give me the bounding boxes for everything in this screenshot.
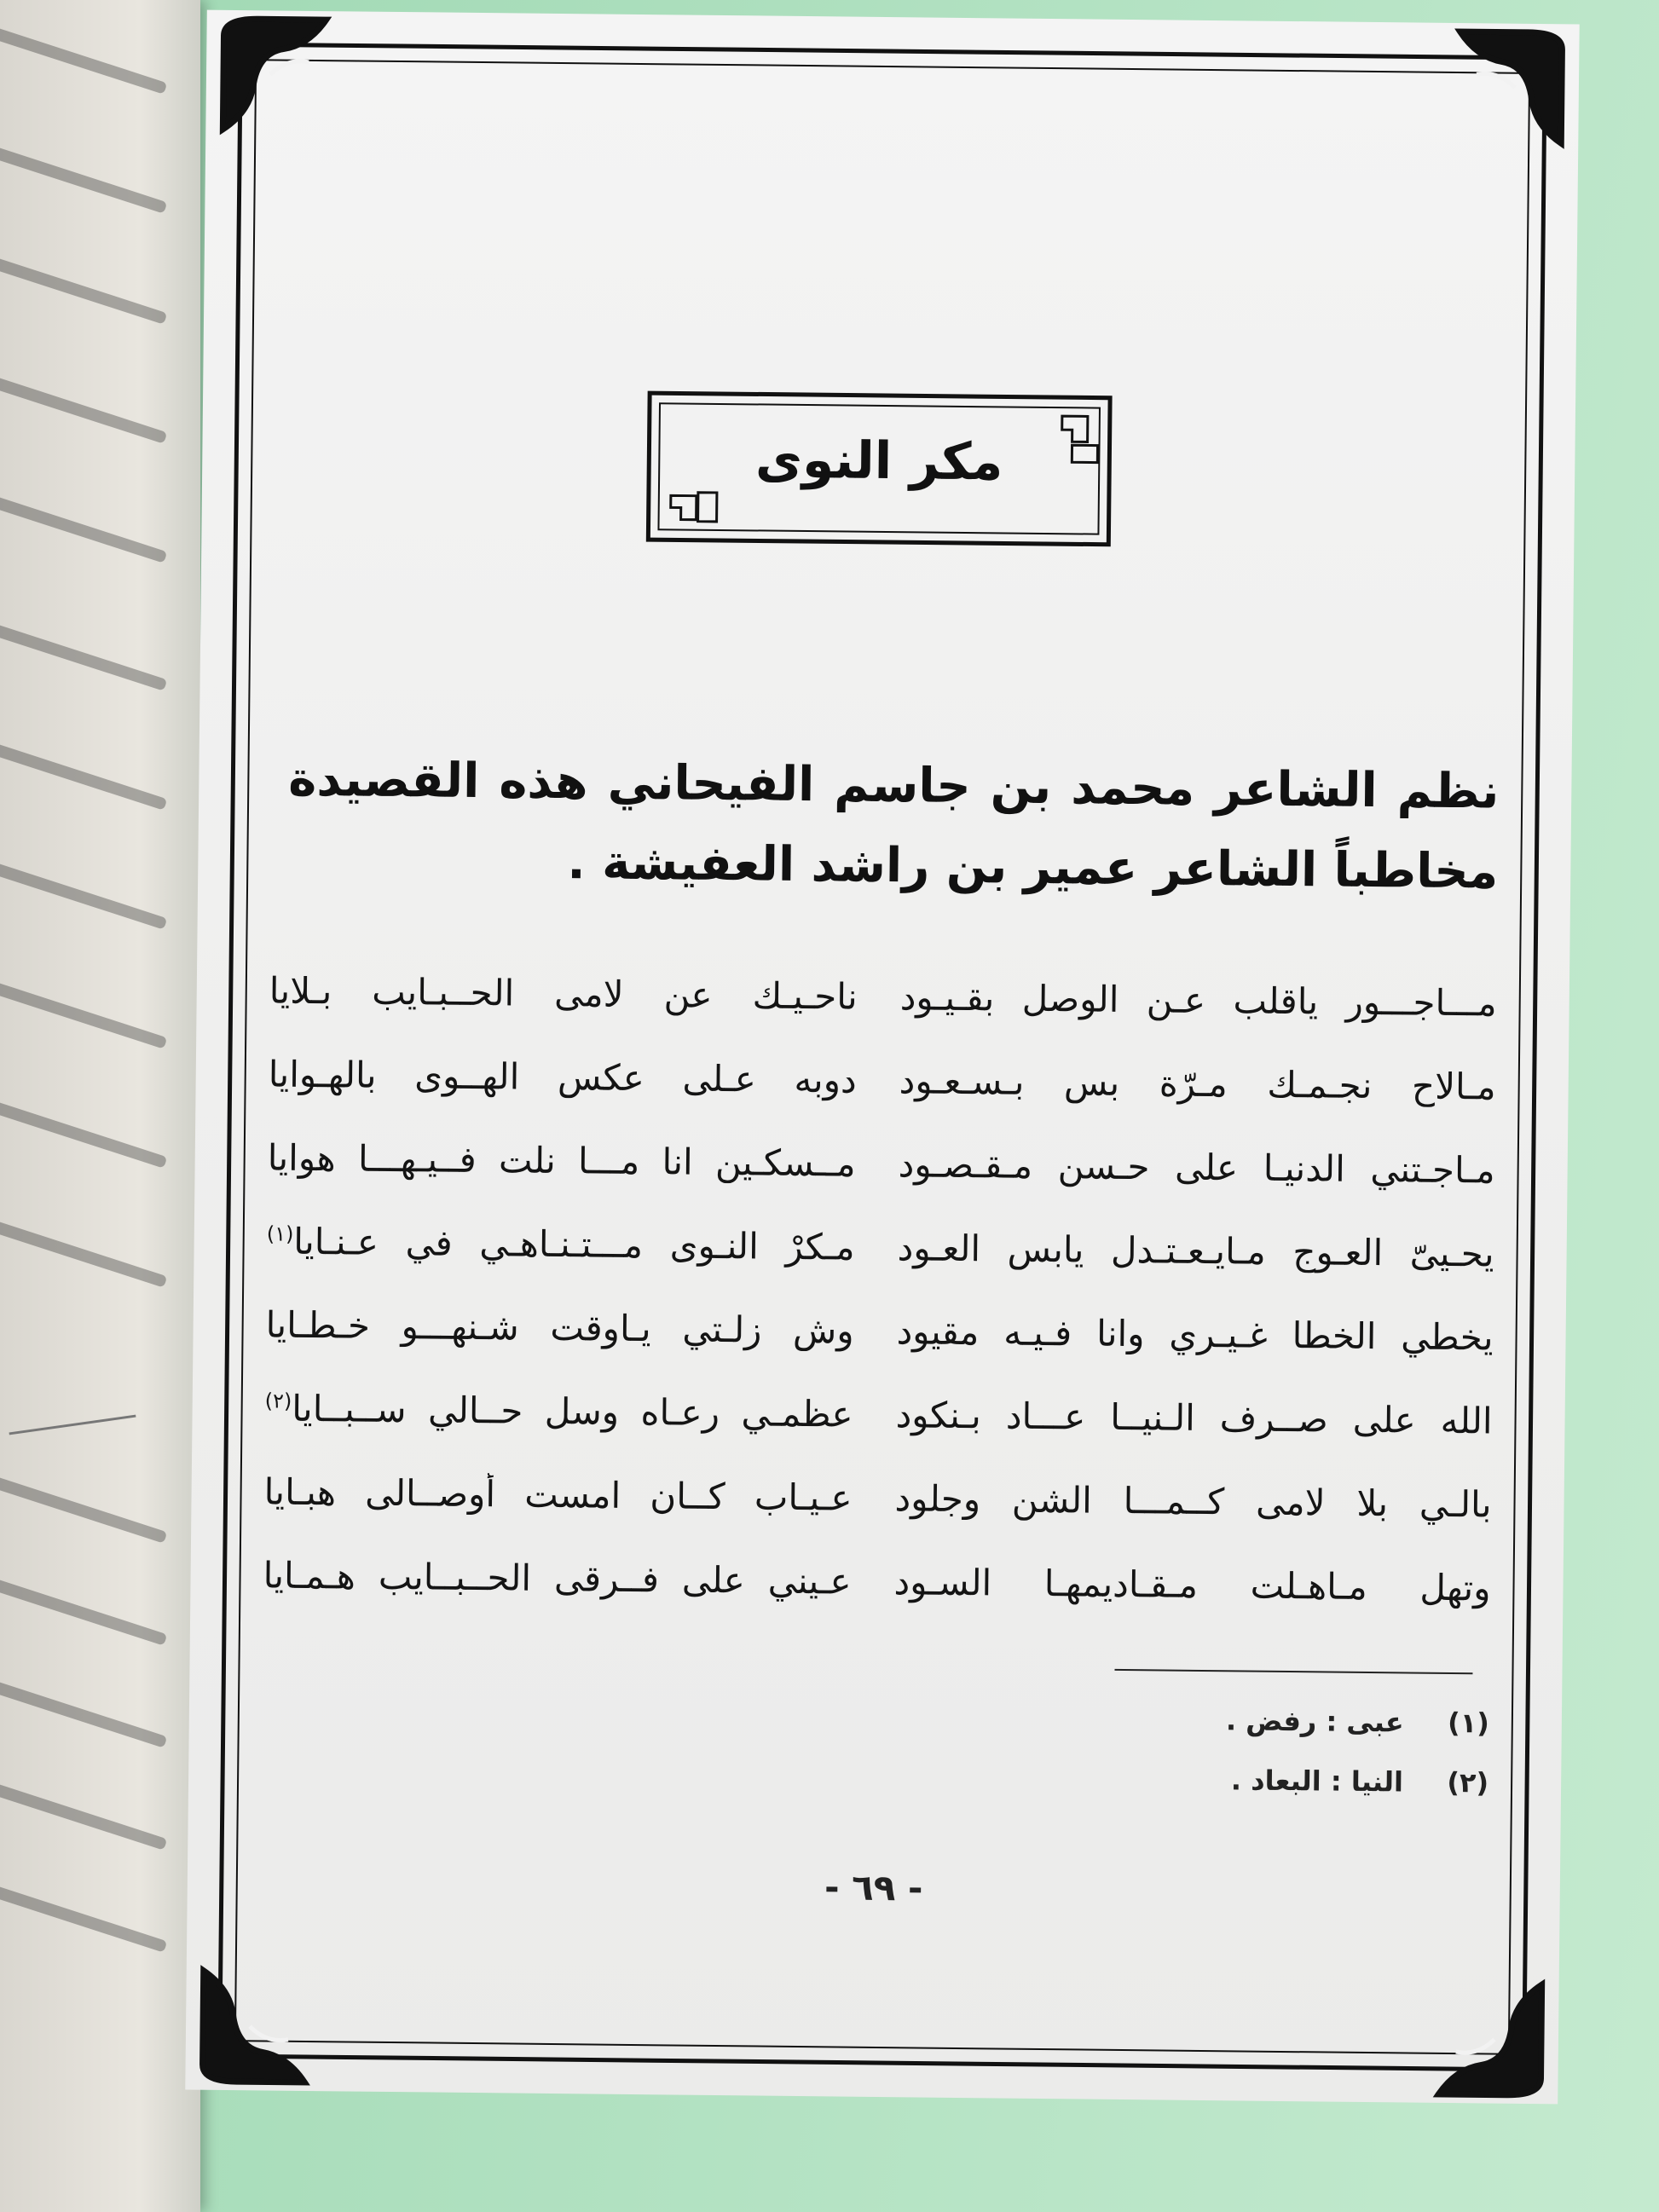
footnote-text: عبى : رفض . [1225, 1704, 1404, 1739]
first-hemistich: بالـي بلا لامى كــمـــا الشن وجلود [894, 1476, 1492, 1526]
corner-ornament-bottom-right [1438, 1984, 1541, 2095]
verse [265, 1282, 1494, 1378]
hemistich-text: عظمـي رعـاه وسل حــالي ســبــايا [292, 1387, 853, 1435]
verse [267, 1115, 1495, 1211]
footnote-mark: (٢) [264, 1388, 292, 1413]
footnote-number: (١) [1447, 1706, 1490, 1740]
book-page [185, 10, 1579, 2105]
second-hemistich: عـيـاب كــان امست أوصــالى هبـايا [263, 1470, 853, 1519]
corner-ornament-top-right [1459, 32, 1562, 143]
first-hemistich: مـالاح نجـمـك مـرّة بس بـسـعـود [899, 1059, 1496, 1108]
intro-paragraph: نظم الشاعر محمد بن جاسم الفيحاني هذه القصيدة مخاطباً الشاعر عمير بن راشد العفيشة . [288, 751, 1500, 900]
verse [269, 948, 1497, 1044]
verse [263, 1533, 1491, 1629]
footnote [977, 1761, 1488, 1799]
poem-title: مكر النوى [754, 430, 1003, 493]
corner-ornament-top-left [223, 19, 326, 130]
first-hemistich: مـاجـتني الدنيـا على حـسن مـقـصـود [898, 1142, 1495, 1192]
previous-page-edge [0, 0, 200, 2212]
second-hemistich: مــسكـين انا مـــا نلت فــيـهـــا هوايا [267, 1135, 856, 1185]
title-cartouche [645, 390, 1113, 548]
verse [266, 1198, 1494, 1295]
first-hemistich: وتهل مـاهـلت مـقـاديمهـا السـود [893, 1560, 1491, 1609]
verse [263, 1449, 1492, 1545]
first-hemistich: الله على صــرف الـنيــا عـــاد بـنكود [895, 1393, 1493, 1442]
footnote-number: (٢) [1447, 1765, 1489, 1799]
page-number: - ٦٩ - [824, 1866, 923, 1909]
corner-ornament-bottom-left [202, 1971, 305, 2082]
second-hemistich [266, 1220, 854, 1268]
second-hemistich [264, 1387, 853, 1435]
first-hemistich: يخطي الخطا غـيـري وانا فـيـه مقيود [896, 1309, 1494, 1359]
second-hemistich: دوبه عـلى عكس الهــوى بالهـوايا [268, 1052, 857, 1101]
verse [264, 1366, 1493, 1462]
poem [263, 948, 1497, 1629]
footnote-mark: (١) [266, 1221, 294, 1246]
second-hemistich: عـيني على فــرقى الحــبــايب هـمـايا [263, 1553, 852, 1603]
hemistich-text: مـكرْ النـوى مـــتـنـاهـيٍ في عـنـايا [293, 1220, 855, 1268]
verse [268, 1031, 1496, 1128]
footnote [978, 1701, 1489, 1739]
first-hemistich: يحـيىّ العـوج مـايـعـتـدل يابس العـود [897, 1226, 1494, 1275]
second-hemistich: ناحـيـك عن لامى الحــبـايب بـلايا [269, 968, 858, 1018]
second-hemistich: وش زلـتي يـاوقت شـنهـــو خـطـايا [265, 1302, 854, 1352]
first-hemistich: مـــاجـــور ياقلب عـن الوصل بقـيـود [899, 975, 1497, 1025]
footnote-text: النيا : البعاد . [1230, 1764, 1404, 1799]
